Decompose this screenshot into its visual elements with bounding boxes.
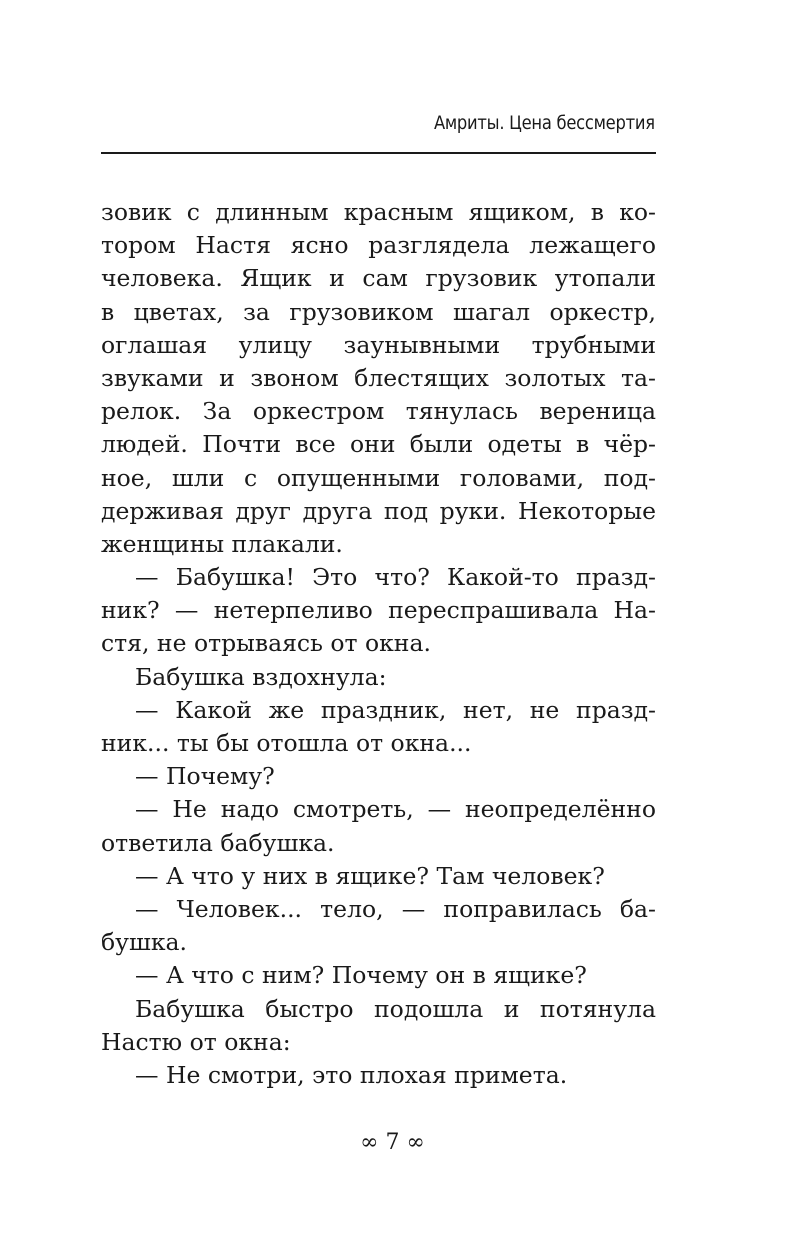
page-number: ∞ 7 ∞: [360, 1130, 425, 1155]
text-line: держивая друг друга под руки. Некоторые: [101, 496, 656, 525]
text-line: — Какой же праздник, нет, не празд-: [135, 695, 656, 724]
text-line: Настю от окна:: [101, 1027, 291, 1056]
text-line: ник? — нетерпеливо переспрашивала На-: [101, 596, 656, 625]
header-rule: [101, 152, 656, 154]
text-line: ное, шли с опущенными головами, под-: [101, 463, 656, 492]
running-head: Амриты. Цена бессмертия: [434, 112, 655, 134]
text-line: стя, не отрываясь от окна.: [101, 629, 431, 658]
text-line: ник... ты бы отошла от окна...: [101, 729, 472, 757]
text-line: — Бабушка! Это что? Какой-то празд-: [135, 563, 656, 592]
text-line: Бабушка вздохнула:: [135, 662, 387, 691]
text-line: ответила бабушка.: [101, 828, 335, 857]
text-line: тором Настя ясно разглядела лежащего: [101, 231, 656, 260]
text-line: — Не смотри, это плохая примета.: [135, 1060, 568, 1089]
text-line: в цветах, за грузовиком шагал оркестр,: [101, 297, 656, 326]
text-line: бушка.: [101, 928, 187, 957]
text-line: Бабушка быстро подошла и потянула: [135, 994, 656, 1023]
text-line: — Почему?: [135, 762, 275, 791]
text-line: звуками и звоном блестящих золотых та-: [101, 363, 656, 392]
text-line: оглашая улицу заунывными трубными: [101, 330, 656, 359]
text-line: релок. За оркестром тянулась вереница: [101, 397, 656, 426]
text-line: — А что у них в ящике? Там человек?: [135, 861, 605, 890]
text-line: — Не надо смотреть, — неопределённо: [135, 795, 656, 824]
body-text: [101, 196, 656, 1092]
text-line: — А что с ним? Почему он в ящике?: [135, 961, 587, 990]
text-line: зовик с длинным красным ящиком, в ко-: [101, 198, 656, 226]
text-line: — Человек... тело, — поправилась ба-: [135, 894, 656, 923]
text-line: людей. Почти все они были одеты в чёр-: [101, 430, 656, 459]
text-line: человека. Ящик и сам грузовик утопали: [101, 264, 656, 293]
text-line: женщины плакали.: [101, 529, 343, 558]
